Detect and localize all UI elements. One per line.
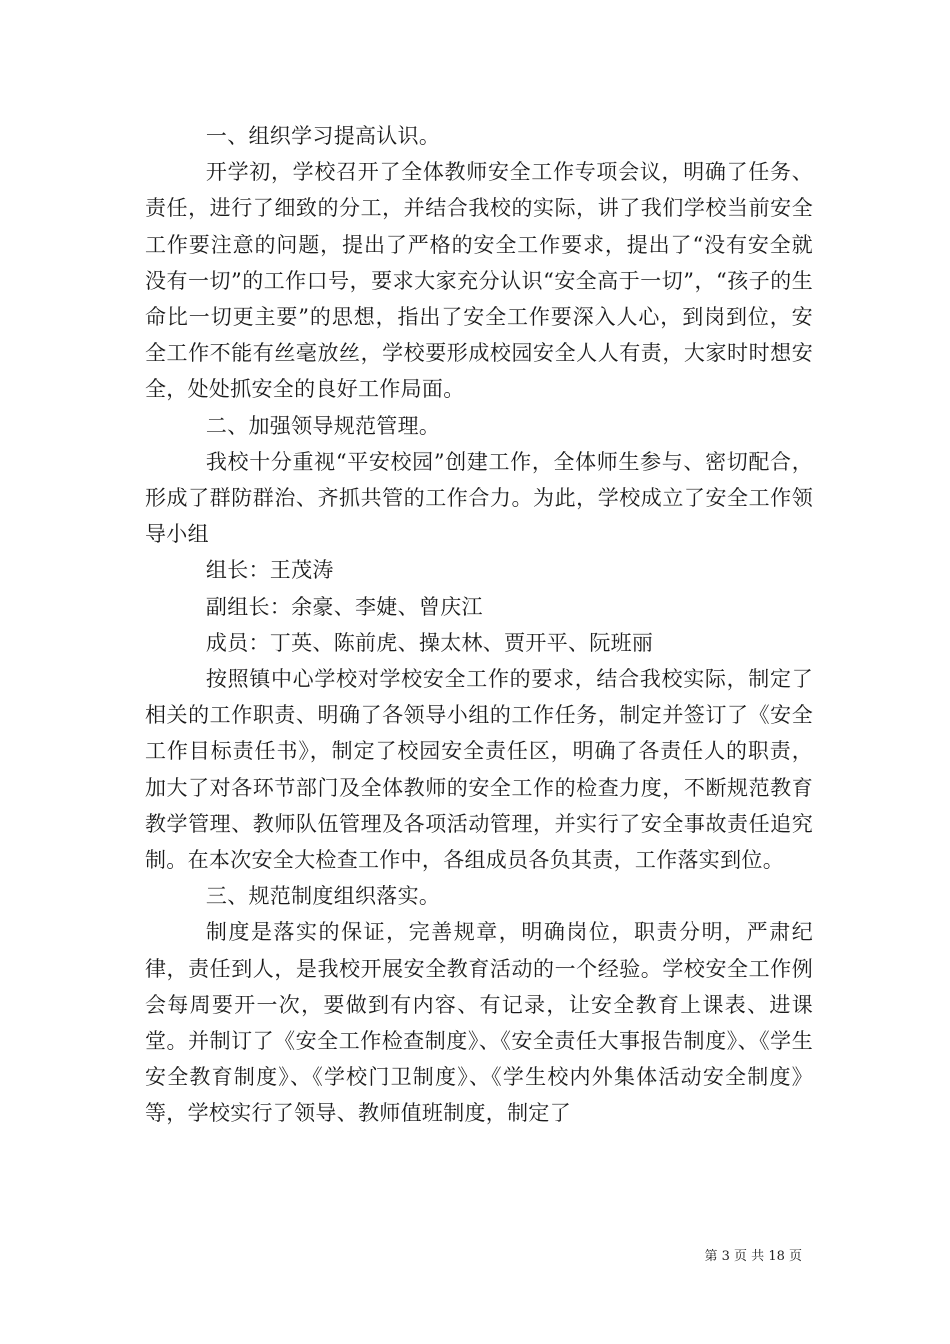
- page-number-footer: 第 3 页 共 18 页: [704, 1249, 802, 1264]
- section-heading-3: 三、规范制度组织落实。: [205, 884, 441, 909]
- section-heading-1: 一、组织学习提高认识。: [205, 124, 441, 148]
- paragraph-intro-meeting: 开学初，学校召开了全体教师安全工作专项会议，明确了任务、责任，进行了细致的分工，并结合我校的实际，讲了我们学校当前安全工作要注意的问题，提出了严格的安全工作要求，提出了“没有安全就没有一切”的工作口号，要求大家充分认识“安全高于一切”，“孩子的生命比一切更主要”的思想，指出了安全工作要深入人心，到岗到位，安全工作不能有丝毫放丝，学校要形成校园安全人人有责，大家时时想安全，处处抓安全的良好工作局面。: [145, 160, 813, 402]
- paragraph-deputy-leaders: 副组长：余豪、李婕、曾庆江: [205, 594, 483, 619]
- paragraph-members: 成员：丁英、陈前虎、操太林、贾开平、阮班丽: [205, 630, 654, 655]
- section-heading-2: 二、加强领导规范管理。: [205, 413, 441, 438]
- paragraph-safe-campus: 我校十分重视“平安校园”创建工作，全体师生参与、密切配合，形成了群防群治、齐抓共管的工作合力。为此，学校成立了安全工作领导小组: [145, 449, 813, 547]
- paragraph-regulations: 制度是落实的保证，完善规章，明确岗位，职责分明，严肃纪律，责任到人，是我校开展安全教育活动的一个经验。学校安全工作例会每周要开一次，要做到有内容、有记录，让安全教育上课表、进课堂。并制订了《安全工作检查制度》、《安全责任大事报告制度》、《学生安全教育制度》、《学校门卫制度》、《学生校内外集体活动安全制度》等，学校实行了领导、教师值班制度，制定了: [145, 920, 813, 1126]
- document-body: [145, 118, 813, 1132]
- paragraph-group-leader: 组长：王茂涛: [205, 558, 334, 583]
- paragraph-responsibilities: 按照镇中心学校对学校安全工作的要求，结合我校实际，制定了相关的工作职责、明确了各领导小组的工作任务，制定并签订了《安全工作目标责任书》，制定了校园安全责任区，明确了各责任人的职责，加大了对各环节部门及全体教师的安全工作的检查力度，不断规范教育教学管理、教师队伍管理及各项活动管理，并实行了安全事故责任追究制。在本次安全大检查工作中，各组成员各负其责，工作落实到位。: [145, 667, 813, 873]
